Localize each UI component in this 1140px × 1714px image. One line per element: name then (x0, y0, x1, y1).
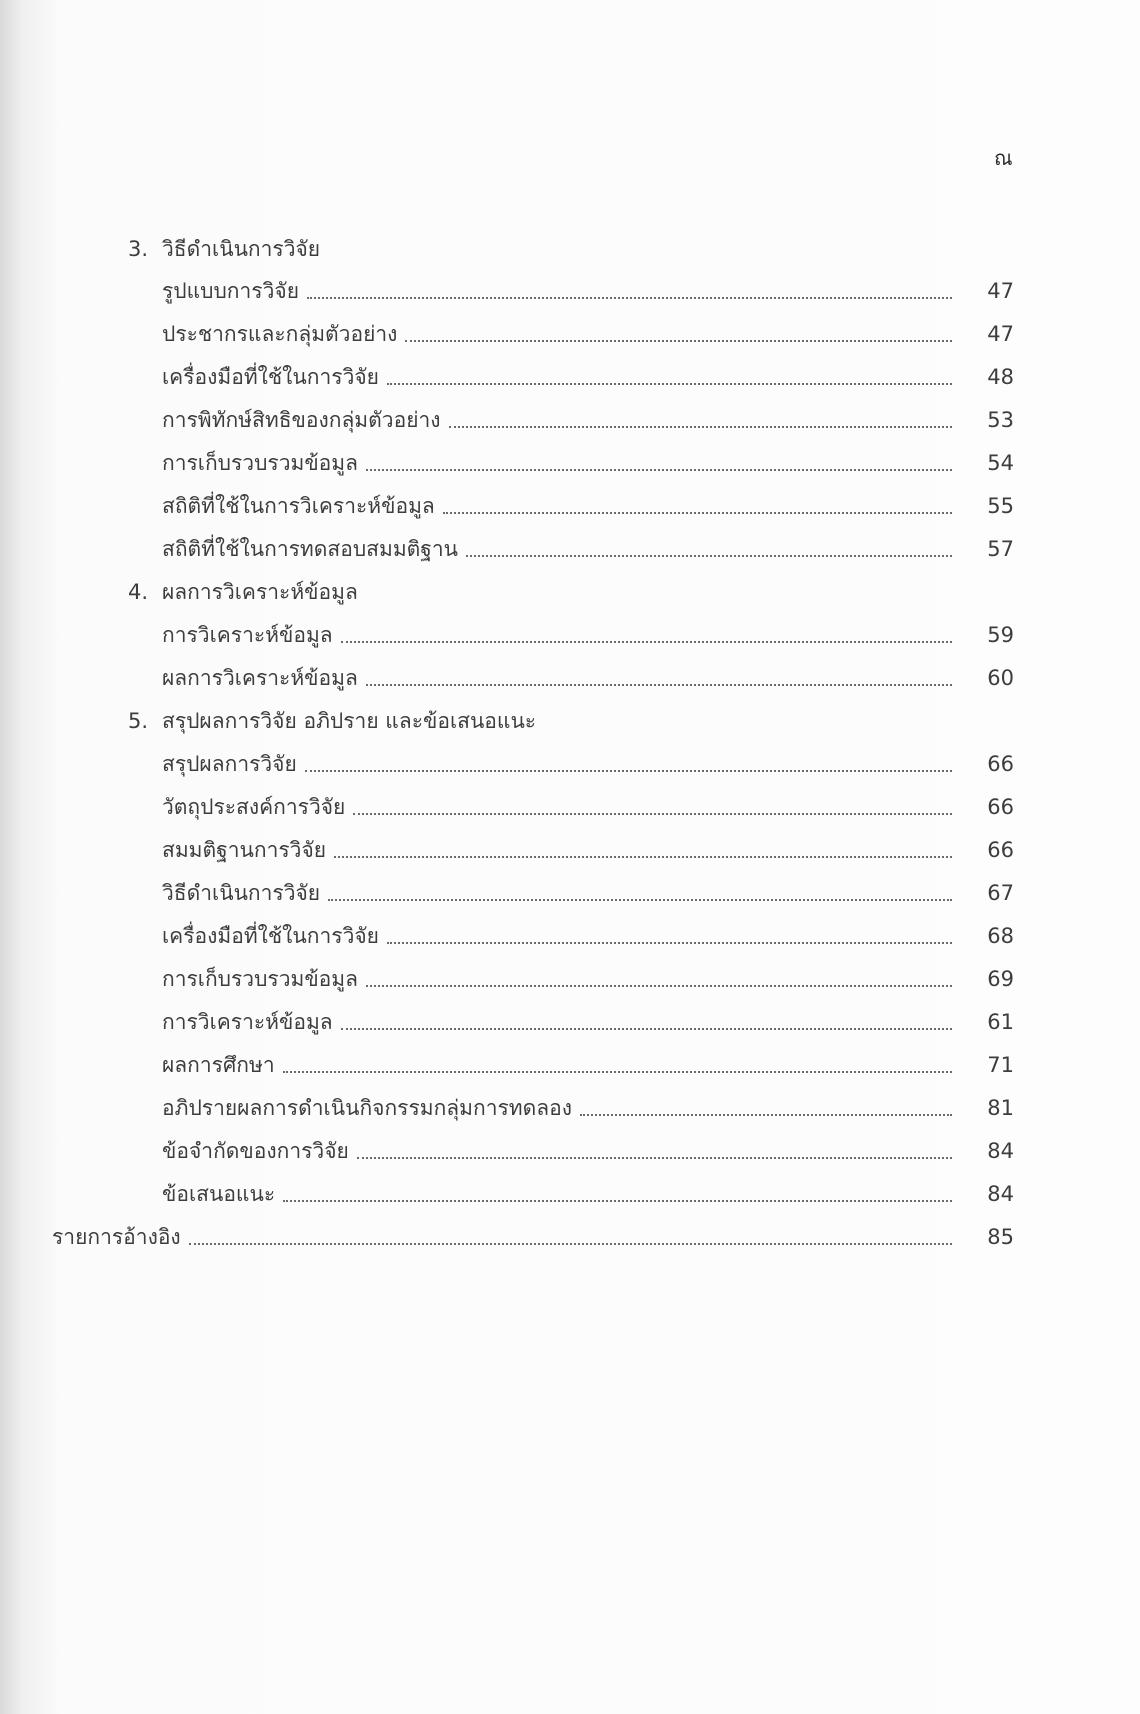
chapter-title: วิธีดำเนินการวิจัย (162, 237, 321, 261)
toc-entry-page: 69 (987, 967, 1014, 991)
toc-entry[interactable] (162, 491, 1014, 521)
toc-entry[interactable] (162, 620, 1014, 650)
toc-entry-label: วัตถุประสงค์การวิจัย (162, 795, 346, 819)
toc-entry-label: ผลการศึกษา (162, 1053, 275, 1077)
toc-entry[interactable] (162, 1007, 1014, 1037)
toc-entry-page: 81 (987, 1096, 1014, 1120)
toc-entry[interactable] (162, 276, 1014, 306)
chapter-title: ผลการวิเคราะห์ข้อมูล (162, 580, 358, 604)
toc-entry-page: 57 (987, 537, 1014, 561)
toc-entry[interactable] (162, 1093, 1014, 1123)
toc-entry-page: 66 (987, 752, 1014, 776)
toc-entry-label: การเก็บรวบรวมข้อมูล (162, 967, 359, 991)
toc-entry-page: 61 (987, 1010, 1014, 1034)
page-number: ณ (994, 146, 1013, 170)
toc-entry-page: 84 (987, 1139, 1014, 1163)
dot-leader (443, 512, 952, 514)
chapter-heading (128, 234, 320, 264)
toc-entry-page: 53 (987, 408, 1014, 432)
toc-entry[interactable] (162, 448, 1014, 478)
toc-entry-page: 47 (987, 279, 1014, 303)
toc-entry-label: สรุปผลการวิจัย (162, 752, 297, 776)
toc-entry-label: ข้อเสนอแนะ (162, 1182, 276, 1206)
toc-entry-label: สถิติที่ใช้ในการทดสอบสมมติฐาน (162, 537, 459, 561)
toc-entry-label: การวิเคราะห์ข้อมูล (162, 623, 333, 647)
toc-entry-label: เครื่องมือที่ใช้ในการวิจัย (162, 365, 379, 389)
toc-entry-label: สถิติที่ใช้ในการวิเคราะห์ข้อมูล (162, 494, 435, 518)
dot-leader (366, 684, 952, 686)
chapter-number: 3. (128, 237, 149, 261)
dot-leader (387, 942, 952, 944)
toc-entry[interactable] (162, 878, 1014, 908)
dot-leader (366, 985, 952, 987)
toc-entry[interactable] (162, 1136, 1014, 1166)
dot-leader (283, 1071, 952, 1073)
dot-leader (305, 770, 952, 772)
dot-leader (580, 1114, 952, 1116)
dot-leader (466, 555, 952, 557)
toc-entry-label: การวิเคราะห์ข้อมูล (162, 1010, 333, 1034)
toc-entry[interactable] (162, 835, 1014, 865)
dot-leader (189, 1243, 952, 1245)
dot-leader (283, 1200, 952, 1202)
toc-entry-page: 85 (987, 1225, 1014, 1249)
toc-entry[interactable] (162, 1179, 1014, 1209)
toc-entry-page: 68 (987, 924, 1014, 948)
toc-entry-label: ผลการวิเคราะห์ข้อมูล (162, 666, 358, 690)
toc-entry-page: 71 (987, 1053, 1014, 1077)
dot-leader (334, 856, 952, 858)
toc-entry[interactable] (162, 663, 1014, 693)
chapter-heading (128, 577, 358, 607)
toc-entry-page: 47 (987, 322, 1014, 346)
toc-entry-label: เครื่องมือที่ใช้ในการวิจัย (162, 924, 379, 948)
toc-entry[interactable] (162, 749, 1014, 779)
dot-leader (341, 641, 952, 643)
dot-leader (405, 340, 952, 342)
toc-entry[interactable] (162, 964, 1014, 994)
dot-leader (307, 297, 952, 299)
toc-entry[interactable] (162, 362, 1014, 392)
toc-entry[interactable] (162, 1050, 1014, 1080)
toc-entry-page: 84 (987, 1182, 1014, 1206)
chapter-number: 4. (128, 580, 149, 604)
chapter-number: 5. (128, 709, 149, 733)
dot-leader (353, 813, 952, 815)
toc-entry-page: 60 (987, 666, 1014, 690)
chapter-title: สรุปผลการวิจัย อภิปราย และข้อเสนอแนะ (162, 709, 537, 733)
toc-entry-label: อภิปรายผลการดำเนินกิจกรรมกลุ่มการทดลอง (162, 1096, 573, 1120)
dot-leader (387, 383, 952, 385)
toc-entry[interactable] (162, 792, 1014, 822)
toc-entry-label: รูปแบบการวิจัย (162, 279, 299, 303)
toc-entry[interactable] (162, 534, 1014, 564)
toc-entry-page: 59 (987, 623, 1014, 647)
toc-entry-label: วิธีดำเนินการวิจัย (162, 881, 321, 905)
toc-entry-page: 48 (987, 365, 1014, 389)
toc-entry-page: 66 (987, 838, 1014, 862)
dot-leader (357, 1157, 952, 1159)
toc-entry-label: การเก็บรวบรวมข้อมูล (162, 451, 359, 475)
dot-leader (449, 426, 952, 428)
toc-entry-page: 55 (987, 494, 1014, 518)
dot-leader (366, 469, 952, 471)
toc-entry-label: รายการอ้างอิง (52, 1225, 181, 1249)
toc-entry-label: สมมติฐานการวิจัย (162, 838, 327, 862)
chapter-heading (128, 706, 536, 736)
toc-entry-page: 54 (987, 451, 1014, 475)
toc-entry-label: การพิทักษ์สิทธิของกลุ่มตัวอย่าง (162, 408, 441, 432)
toc-entry-page: 66 (987, 795, 1014, 819)
toc-entry-references[interactable] (52, 1222, 1014, 1252)
toc-entry[interactable] (162, 405, 1014, 435)
toc-entry[interactable] (162, 921, 1014, 951)
toc-entry-page: 67 (987, 881, 1014, 905)
toc-entry-label: ประชากรและกลุ่มตัวอย่าง (162, 322, 398, 346)
dot-leader (328, 899, 952, 901)
toc-entry[interactable] (162, 319, 1014, 349)
toc-entry-label: ข้อจำกัดของการวิจัย (162, 1139, 349, 1163)
dot-leader (341, 1028, 952, 1030)
